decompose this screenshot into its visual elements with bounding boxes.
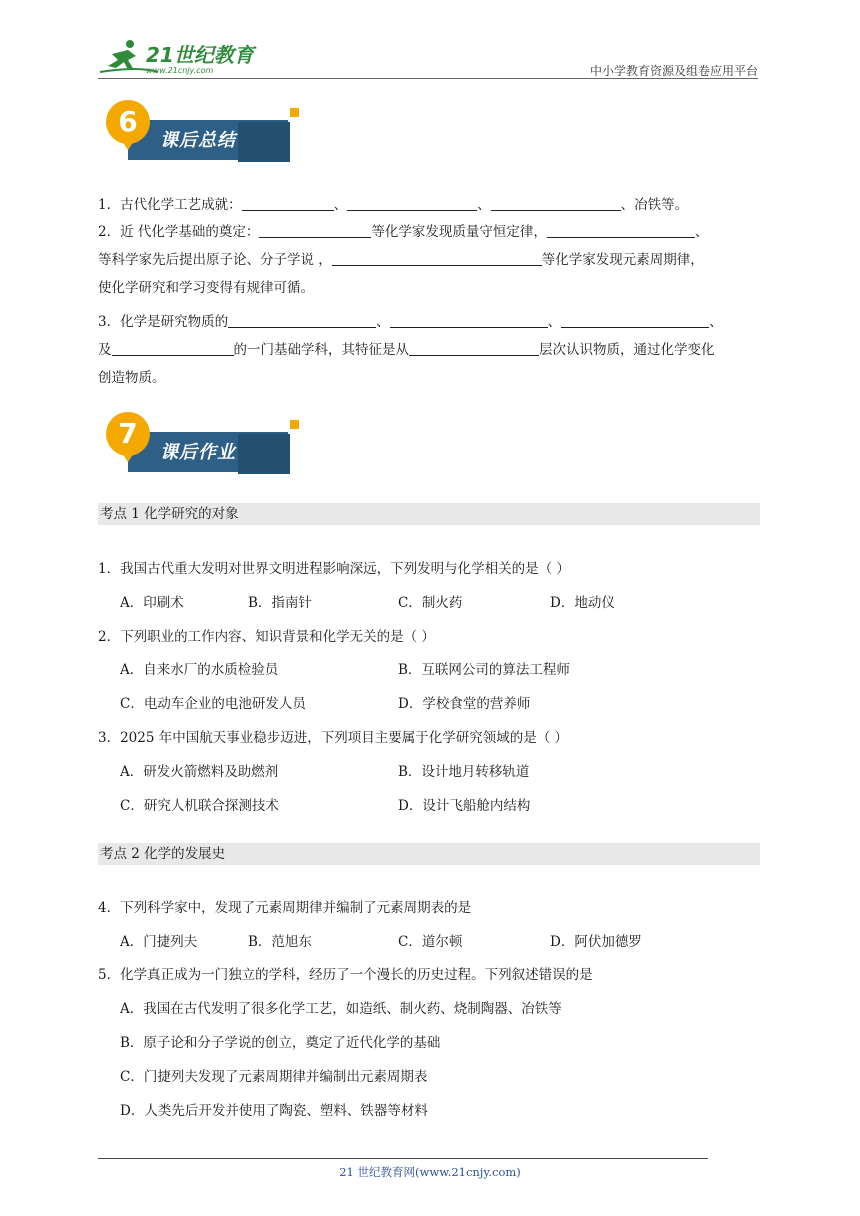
header-divider xyxy=(98,78,758,79)
question-3-option-a: A．研发火箭燃料及助燃剂 xyxy=(120,764,279,780)
question-2-stem: 2．下列职业的工作内容、知识背景和化学无关的是（ ） xyxy=(98,629,435,645)
question-5-option-d: D．人类先后开发并使用了陶瓷、塑料、铁器等材料 xyxy=(120,1103,428,1119)
summary-item-2: 2．近 代化学基础的奠定： 等化学家发现质量守恒定律， 、 xyxy=(98,224,709,240)
question-3-option-c: C．研究人机联合探测技术 xyxy=(120,798,279,814)
topic-heading: 考点 1 化学研究的对象 xyxy=(98,503,760,525)
section-title: 课后总结 xyxy=(160,130,236,151)
topic-heading: 考点 2 化学的发展史 xyxy=(98,843,760,865)
question-4-option-d: D．阿伏加德罗 xyxy=(550,934,642,950)
question-2-option-d: D．学校食堂的营养师 xyxy=(398,696,531,712)
platform-title: 中小学教育资源及组卷应用平台 xyxy=(589,64,758,78)
question-4-option-b: B．范旭东 xyxy=(248,934,312,950)
summary-item-1: 1．古代化学工艺成就： 、 、 、冶铁等。 xyxy=(98,197,689,213)
footer-divider xyxy=(98,1158,708,1159)
svg-text:21世纪教育: 21世纪教育 xyxy=(146,43,254,67)
section-number: 6 xyxy=(106,100,150,144)
question-1-option-c: C．制火药 xyxy=(398,595,463,611)
question-1-option-a: A．印刷术 xyxy=(120,595,184,611)
summary-item-3-end: 创造物质。 xyxy=(98,370,166,386)
question-2-option-c: C．电动车企业的电池研发人员 xyxy=(120,696,306,712)
section-banner-homework xyxy=(98,412,308,476)
question-3-stem: 3．2025 年中国航天事业稳步迈进，下列项目主要属于化学研究领域的是（ ） xyxy=(98,730,569,746)
question-1-option-d: D．地动仪 xyxy=(550,595,615,611)
question-5-option-b: B．原子论和分子学说的创立，奠定了近代化学的基础 xyxy=(120,1035,441,1051)
svg-text:www.21cnjy.com: www.21cnjy.com xyxy=(146,66,214,75)
section-title: 课后作业 xyxy=(160,442,236,463)
question-2-option-a: A．自来水厂的水质检验员 xyxy=(120,662,279,678)
question-1-option-b: B．指南针 xyxy=(248,595,312,611)
runner-logo-icon xyxy=(98,38,268,78)
footer-link[interactable]: 21 世纪教育网(www.21cnjy.com) xyxy=(339,1165,521,1179)
question-1-stem: 1．我国古代重大发明对世界文明进程影响深远，下列发明与化学相关的是（ ） xyxy=(98,561,570,577)
question-2-option-b: B．互联网公司的算法工程师 xyxy=(398,662,570,678)
question-5-option-c: C．门捷列夫发现了元素周期律并编制出元素周期表 xyxy=(120,1069,428,1085)
summary-item-3: 3．化学是研究物质的 、 、 、 xyxy=(98,314,723,330)
question-4-option-a: A．门捷列夫 xyxy=(120,934,198,950)
summary-item-2-end: 使化学研究和学习变得有规律可循。 xyxy=(98,280,314,296)
section-number: 7 xyxy=(106,412,150,456)
question-3-option-d: D．设计飞船舱内结构 xyxy=(398,798,531,814)
question-3-option-b: B．设计地月转移轨道 xyxy=(398,764,530,780)
section-banner-summary xyxy=(98,100,308,164)
question-5-option-a: A．我国在古代发明了很多化学工艺，如造纸、制火药、烧制陶器、冶铁等 xyxy=(120,1001,562,1017)
summary-item-3-cont: 及 的一门基础学科，其特征是从 层次认识物质，通过化学变化 xyxy=(98,342,715,358)
question-4-option-c: C．道尔顿 xyxy=(398,934,463,950)
question-4-stem: 4．下列科学家中，发现了元素周期律并编制了元素周期表的是 xyxy=(98,900,472,916)
summary-item-2-cont: 等科学家先后提出原子论、分子学说 ， 等化学家发现元素周期律， xyxy=(98,252,704,268)
question-5-stem: 5．化学真正成为一门独立的学科，经历了一个漫长的历史过程。下列叙述错误的是 xyxy=(98,967,593,983)
site-logo xyxy=(98,38,268,78)
